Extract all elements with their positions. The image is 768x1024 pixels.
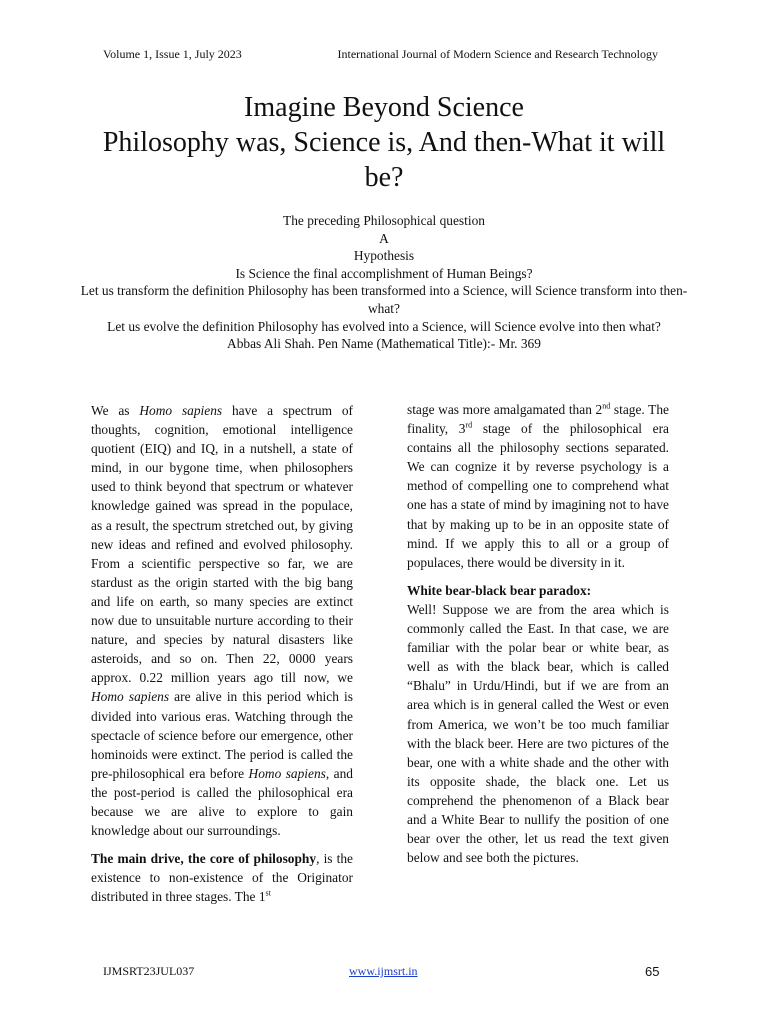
journal-name-header: International Journal of Modern Science and Research Technology bbox=[337, 47, 658, 61]
body-paragraph: The main drive, the core of philosophy, is the existence to non-existence of the Originator distributed in three stages. The 1st bbox=[91, 851, 353, 905]
body-paragraph: Well! Suppose we are from the area which is commonly called the East. In that case, we are familiar with the polar bear or white bear, as well as with the black bear, which is called “Bhalu” in Urdu/Hindi, but if we are from an area which is in general called the West or even from America, we won’t be too much familiar with the black beer. Here are two pictures of the bear, one with a white shade and the other with its opposite shade, the black one. Let us comprehend the phenomenon of a Black bear and a White Bear to nullify the position of one bear over the other, let us read the text given below and see both the pictures. bbox=[407, 601, 669, 866]
paper-title bbox=[0, 90, 768, 195]
bold-lead-in: The main drive, the core of philosophy bbox=[91, 851, 317, 867]
italic-species: Homo sapiens bbox=[91, 689, 170, 705]
journal-volume-header: Volume 1, Issue 1, July 2023 bbox=[103, 47, 242, 61]
title-line-2: Philosophy was, Science is, And then-What it will be? bbox=[102, 127, 666, 193]
subtitle-line: Let us evolve the definition Philosophy has evolved into a Science, will Science evolve into then what? bbox=[107, 318, 661, 334]
paper-id-footer: IJMSRT23JUL037 bbox=[103, 964, 195, 978]
subtitle-line: Let us transform the definition Philosophy has been transformed into a Science, will Science transform into then-what? bbox=[80, 283, 688, 316]
right-column bbox=[407, 400, 669, 867]
page-number: 65 bbox=[645, 964, 660, 979]
subtitle-line: The preceding Philosophical question bbox=[283, 213, 485, 228]
left-column bbox=[91, 401, 353, 906]
body-paragraph: We as Homo sapiens have a spectrum of thoughts, cognition, emotional intelligence quotient (EIQ) and IQ, in a nutshell, a state of mind, in our bygone time, when philosophers used to think beyond that spectrum or whatever knowledge gained was spread in the populace, as a result, the spectrum stretched out, by giving new ideas and refined and evolved philosophy. From a scientific perspective so far, we are stardust as the origin started with the big bang and life on earth, so many species are extinct now due to unsuitable nurture according to their nature, and species by natural disasters like asteroids, and so on. Then 22, 0000 years approx. 0.22 million years ago till now, we Homo sapiens are alive in this period which is divided into various eras. Watching through the spectacle of science before our emergence, other hominoids were extinct. The period is called the pre-philosophical era before Homo sapiens, and the post-period is called the philosophical era because we are alive to explore to gain knowledge about our surroundings. bbox=[91, 403, 354, 839]
italic-species: Homo sapiens bbox=[139, 403, 223, 418]
subtitle-line: A bbox=[379, 230, 389, 246]
title-line-1: Imagine Beyond Science bbox=[244, 92, 524, 123]
author-line: Abbas Ali Shah. Pen Name (Mathematical Title):- Mr. 369 bbox=[227, 336, 541, 352]
paper-subtitle-block bbox=[0, 212, 768, 353]
subtitle-line: Is Science the final accomplishment of Human Beings? bbox=[235, 265, 533, 281]
italic-species: Homo sapiens bbox=[248, 765, 326, 781]
body-paragraph: stage was more amalgamated than 2nd stage. The finality, 3rd stage of the philosophical era contains all the philosophy sections separated. We can cognize it by reverse psychology is a method of compelling one to comprehend what one has a state of mind by imagining not to have that by making up to be in an opposite state of mind. If we apply this to all or a group of populaces, there would be diversity in it. bbox=[407, 401, 669, 570]
journal-website-link[interactable]: www.ijmsrt.in bbox=[349, 964, 418, 978]
section-heading: White bear-black bear paradox: bbox=[407, 582, 592, 598]
subtitle-line: Hypothesis bbox=[353, 248, 415, 264]
